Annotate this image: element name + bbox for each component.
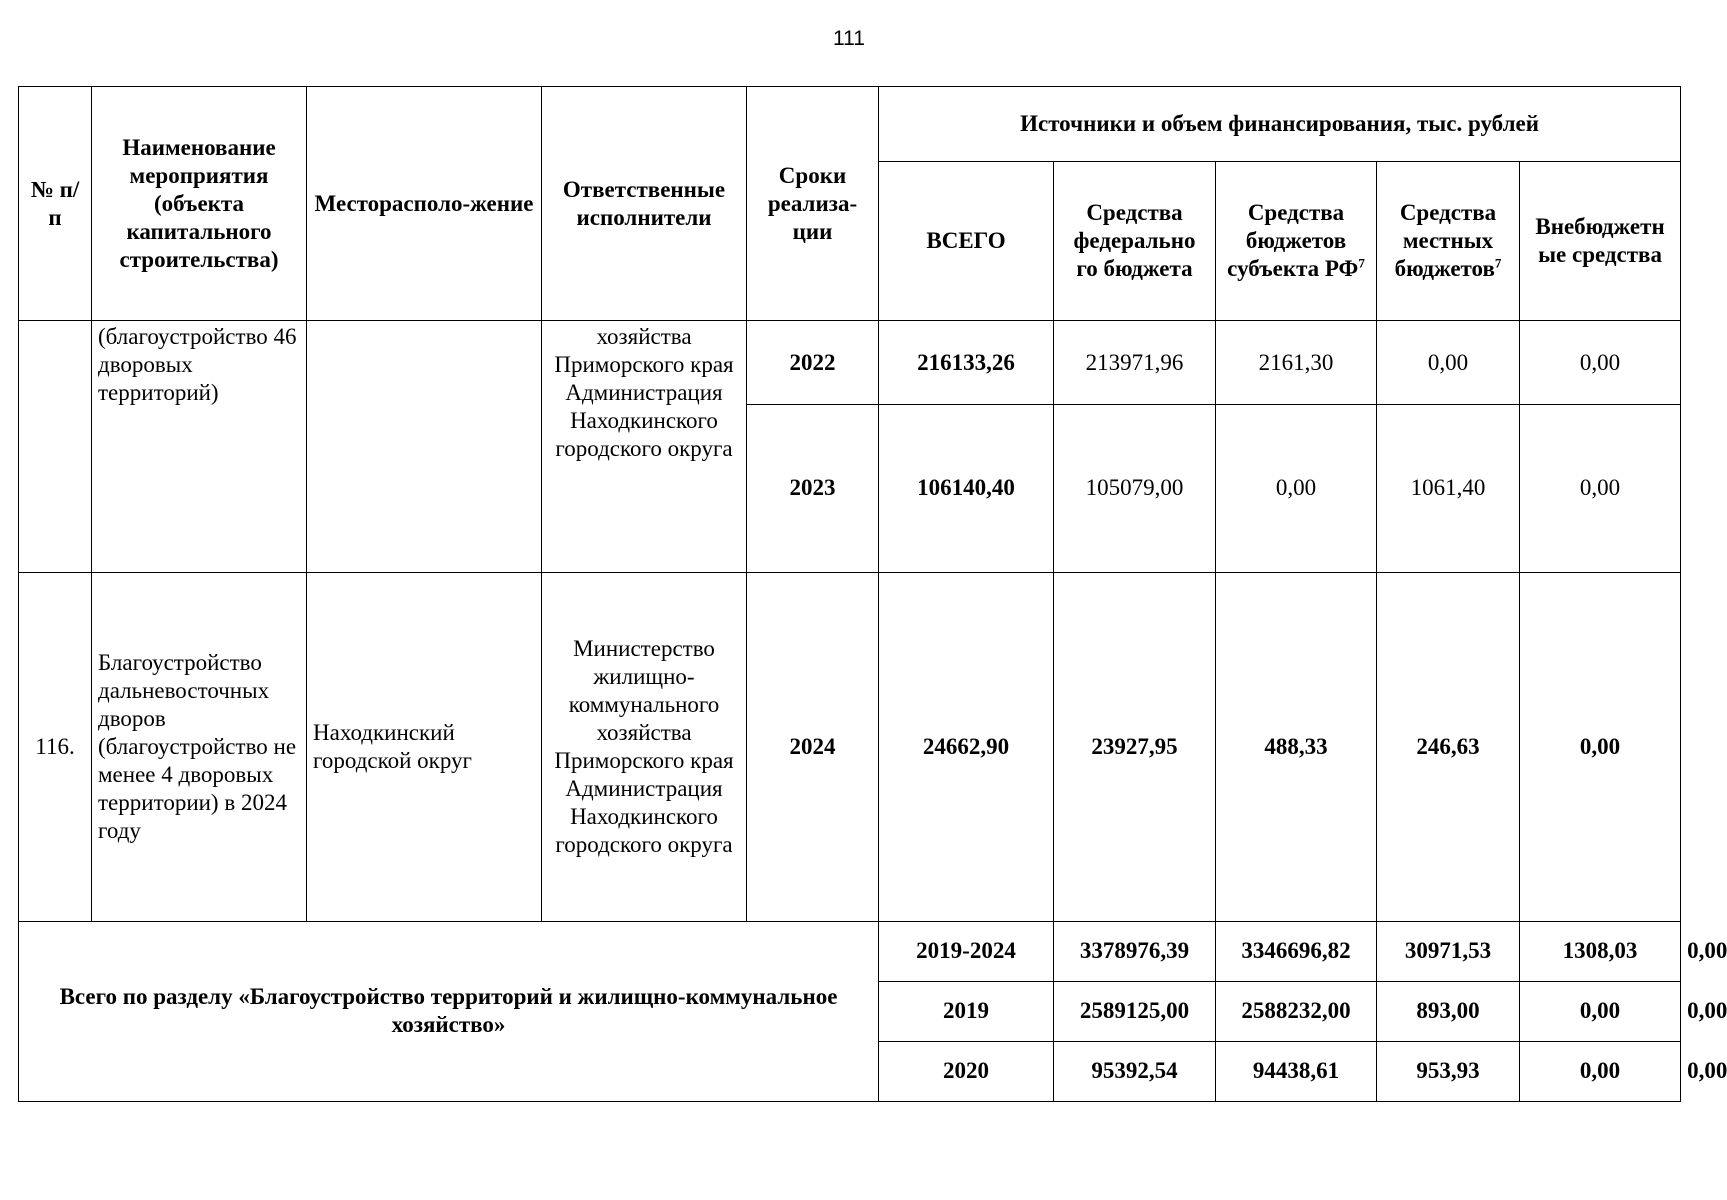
local-cell: 0,00 [1520,981,1681,1041]
header-period: Сроки реализа-ции [747,87,879,321]
summary-row: 2019 2589125,00 2588232,00 893,00 0,00 0,00 [19,981,1681,1041]
total-cell: 24662,90 [879,572,1054,921]
subject-cell: 953,93 [1377,1041,1520,1101]
federal-cell: 94438,61 [1216,1041,1377,1101]
cont-executors-cell: хозяйства Приморского края Администрация Находкинского городского округа [542,321,747,573]
header-extra: Внебюджетн ые средства [1520,162,1681,321]
cont-location-cell [307,321,542,573]
local-cell: 1308,03 [1520,921,1681,981]
header-local-footnote: 7 [1494,255,1502,271]
row-num-cell: 116. [19,572,92,921]
row-name-cell: Благоустройство дальневосточных дворов (благоустройство не менее 4 дворовых территории) в 2024 году [92,572,307,921]
extra-cell: 0,00 [1520,405,1681,572]
table-row [19,321,1681,405]
federal-cell: 3346696,82 [1216,921,1377,981]
extra-cell: 0,00 [1520,321,1681,405]
header-subject [1216,162,1377,321]
summary-label: Всего по разделу «Благоустройство территорий и жилищно-коммунальное хозяйство» [19,921,879,1101]
subject-cell: 30971,53 [1377,921,1520,981]
year-cell: 2022 [747,321,879,405]
year-cell: 2019 [879,981,1054,1041]
header-local [1377,162,1520,321]
local-cell: 0,00 [1377,321,1520,405]
subject-cell: 0,00 [1216,405,1377,572]
federal-cell: 23927,95 [1054,572,1216,921]
subject-cell: 893,00 [1377,981,1520,1041]
subject-cell: 2161,30 [1216,321,1377,405]
year-cell: 2024 [747,572,879,921]
total-cell: 3378976,39 [1054,921,1216,981]
year-cell: 2020 [879,1041,1054,1101]
row-location-cell: Находкинский городской округ [307,572,542,921]
year-cell: 2019-2024 [879,921,1054,981]
cont-num-cell [19,321,92,573]
header-subject-footnote: 7 [1358,255,1365,271]
header-funding: Источники и объем финансирования, тыс. рублей [879,87,1681,162]
federal-cell: 2588232,00 [1216,981,1377,1041]
extra-cell: 0,00 [1520,572,1681,921]
financing-table [18,86,1727,1102]
row-executors-cell: Министерство жилищно-коммунального хозяйства Приморского края Администрация Находкинского городского округа [542,572,747,921]
federal-cell: 105079,00 [1054,405,1216,572]
local-cell: 246,63 [1377,572,1520,921]
total-cell: 95392,54 [1054,1041,1216,1101]
total-cell: 2589125,00 [1054,981,1216,1041]
header-local-label: Средства местных бюджетов [1394,200,1497,281]
summary-row: 2020 95392,54 94438,61 953,93 0,00 0,00 [19,1041,1681,1101]
local-cell: 1061,40 [1377,405,1520,572]
total-cell: 106140,40 [879,405,1054,572]
header-subject-label: Средства бюджетов субъекта РФ [1227,200,1359,281]
cont-name-cell: (благоустройство 46 дворовых территорий) [92,321,307,573]
header-num: № п/п [19,87,92,321]
header-federal: Средства федерально го бюджета [1054,162,1216,321]
header-name: Наименование мероприятия (объекта капитального строительства) [92,87,307,321]
page-number: 111 [833,27,865,50]
local-cell: 0,00 [1520,1041,1681,1101]
subject-cell: 488,33 [1216,572,1377,921]
header-executors: Ответственные исполнители [542,87,747,321]
header-total: ВСЕГО [879,162,1054,321]
year-cell: 2023 [747,405,879,572]
header-location: Месторасполо-жение [307,87,542,321]
summary-row: Всего по разделу «Благоустройство территорий и жилищно-коммунальное хозяйство» 2019-2024 3378976,39 3346696,82 30971,53 1308,03 0,00 [19,921,1681,981]
federal-cell: 213971,96 [1054,321,1216,405]
table-row [19,572,1681,921]
total-cell: 216133,26 [879,321,1054,405]
